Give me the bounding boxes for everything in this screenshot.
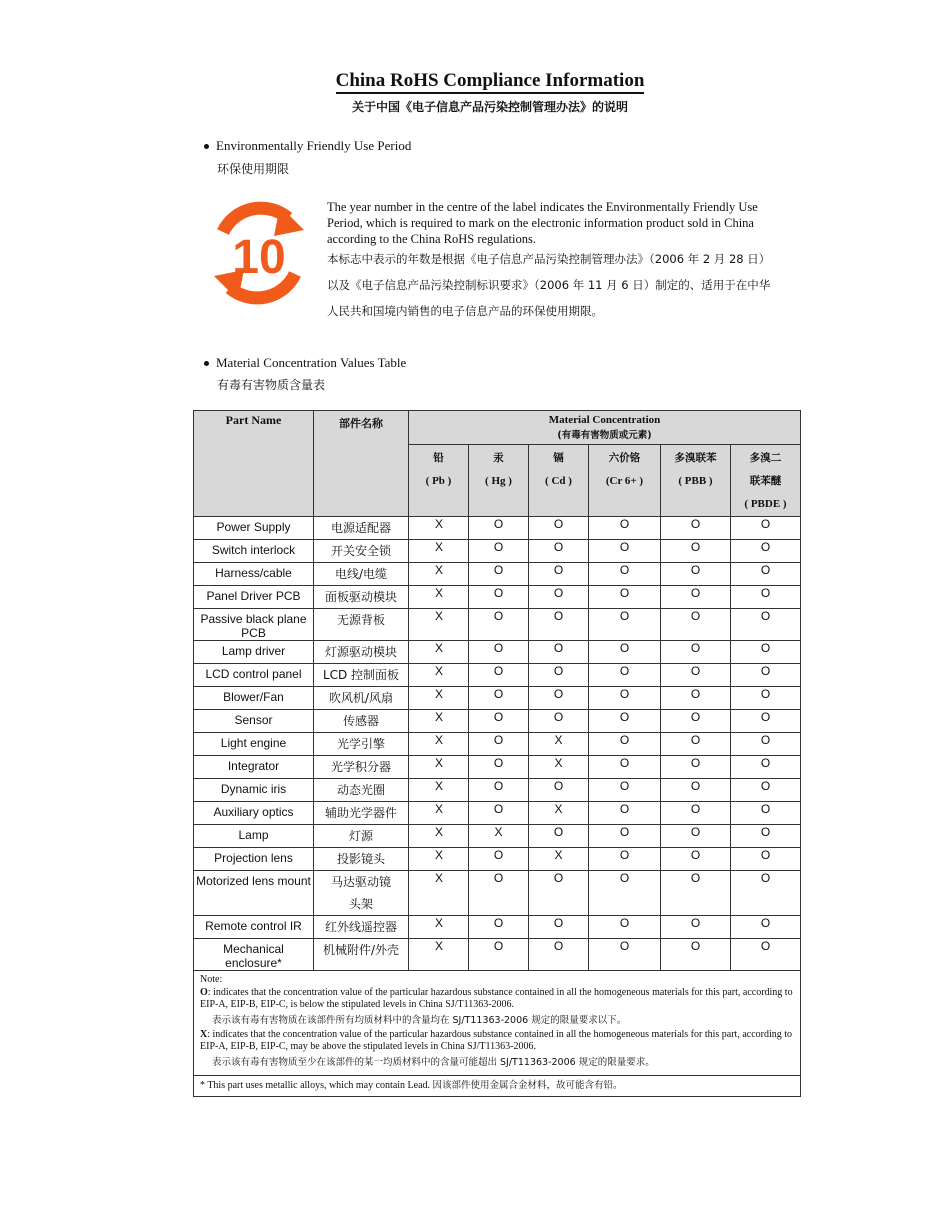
concentration-cell: O — [731, 710, 801, 733]
concentration-cell: O — [589, 848, 661, 871]
section-heading-materials-cn: 有毒有害物质含量表 — [217, 378, 326, 392]
concentration-cell: O — [731, 916, 801, 939]
part-name: LCD control panel — [194, 664, 314, 687]
concentration-cell: X — [409, 916, 469, 939]
part-name: Harness/cable — [194, 563, 314, 586]
concentration-cell: X — [409, 609, 469, 641]
concentration-cell: O — [529, 939, 589, 971]
concentration-cell: O — [529, 779, 589, 802]
concentration-cell: O — [469, 710, 529, 733]
table-row — [194, 756, 801, 779]
table-notes: Note: O: indicates that the concentration value of the particular hazardous substance contained in all the homogeneous materials for this part, according to EIP-A, EIP-B, EIP-C, is below the stipulated levels in China SJ/T11363-2006. 表示该有毒有害物质在该部件所有均质材料中的含量均在 SJ/T11363-2006 规定的限量要求以下。 X: indicates that the concentration value of the particular hazardous substance contained in all the homogeneous materials for this part, according to EIP-A, EIP-B, EIP-C, may be above the stipulated levels in China SJ/T11363-2006. 表示该有毒有害物质至少在该部件的某一均质材料中的含量可能超出 SJ/T11363-2006 规定的限量要求。 — [194, 971, 801, 1076]
concentration-cell: O — [589, 710, 661, 733]
concentration-cell: O — [731, 586, 801, 609]
part-name-cn: 机械附件/外壳 — [314, 939, 409, 971]
concentration-cell: O — [469, 756, 529, 779]
concentration-cell: O — [661, 825, 731, 848]
eup-description: The year number in the centre of the label indicates the Environmentally Friendly Use Period, which is required to mark on the electronic information product sold in China according to the China RoHS regulations. — [327, 200, 758, 246]
concentration-cell: O — [589, 779, 661, 802]
concentration-cell: X — [409, 540, 469, 563]
concentration-cell: X — [409, 641, 469, 664]
concentration-cell: O — [589, 687, 661, 710]
concentration-cell: O — [529, 563, 589, 586]
concentration-cell: O — [661, 756, 731, 779]
concentration-cell: O — [731, 848, 801, 871]
concentration-cell: X — [409, 687, 469, 710]
concentration-cell: O — [731, 609, 801, 641]
concentration-cell: O — [661, 664, 731, 687]
table-row — [194, 939, 801, 971]
part-name-cn: 开关安全锁 — [314, 540, 409, 563]
part-name: Remote control IR — [194, 916, 314, 939]
concentration-cell: O — [731, 687, 801, 710]
concentration-cell: O — [469, 848, 529, 871]
concentration-cell: X — [409, 710, 469, 733]
table-row — [194, 563, 801, 586]
concentration-cell: X — [409, 802, 469, 825]
concentration-cell: O — [589, 825, 661, 848]
part-name-cn: 吹风机/风扇 — [314, 687, 409, 710]
table-footnote: * This part uses metallic alloys, which may contain Lead. 因该部件使用金属合金材料，故可能含有铅。 — [194, 1075, 801, 1096]
eup-10-logo-icon — [202, 196, 316, 310]
part-name-cn: 辅助光学器件 — [314, 802, 409, 825]
concentration-cell: O — [731, 871, 801, 916]
part-name-cn: 电线/电缆 — [314, 563, 409, 586]
concentration-cell: O — [529, 710, 589, 733]
header-substance: 汞 ( Hg ) — [469, 445, 529, 517]
part-name-cn: 无源背板 — [314, 609, 409, 641]
table-row — [194, 848, 801, 871]
header-substance: 镉 ( Cd ) — [529, 445, 589, 517]
concentration-cell: O — [529, 825, 589, 848]
table-row — [194, 586, 801, 609]
concentration-cell: O — [529, 871, 589, 916]
page-title: China RoHS Compliance Information — [0, 70, 950, 92]
concentration-cell: O — [731, 802, 801, 825]
concentration-cell: O — [731, 939, 801, 971]
concentration-cell: O — [661, 733, 731, 756]
concentration-cell: O — [469, 939, 529, 971]
table-row — [194, 517, 801, 540]
concentration-cell: O — [731, 641, 801, 664]
concentration-cell: X — [409, 563, 469, 586]
table-row — [194, 540, 801, 563]
concentration-cell: O — [589, 517, 661, 540]
table-row — [194, 664, 801, 687]
concentration-cell: O — [529, 687, 589, 710]
concentration-cell: O — [469, 563, 529, 586]
part-name: Auxiliary optics — [194, 802, 314, 825]
concentration-cell: O — [469, 540, 529, 563]
concentration-cell: O — [661, 871, 731, 916]
concentration-cell: O — [661, 939, 731, 971]
concentration-cell: X — [409, 664, 469, 687]
part-name: Power Supply — [194, 517, 314, 540]
concentration-cell: O — [589, 641, 661, 664]
concentration-cell: O — [661, 641, 731, 664]
part-name-cn: 马达驱动镜头架 — [314, 871, 409, 916]
header-part-name: Part Name — [194, 411, 314, 517]
concentration-cell: O — [589, 609, 661, 641]
concentration-cell: O — [661, 848, 731, 871]
part-name-cn: 光学积分器 — [314, 756, 409, 779]
concentration-cell: O — [469, 609, 529, 641]
material-concentration-table — [193, 410, 801, 1097]
concentration-cell: O — [661, 687, 731, 710]
concentration-cell: O — [731, 733, 801, 756]
concentration-cell: X — [529, 733, 589, 756]
concentration-cell: X — [409, 517, 469, 540]
part-name-cn: 投影镜头 — [314, 848, 409, 871]
concentration-cell: O — [731, 517, 801, 540]
header-material-concentration: Material Concentration (有毒有害物质或元素) — [409, 411, 801, 445]
section-heading-materials: Material Concentration Values Table — [204, 355, 406, 371]
table-row — [194, 710, 801, 733]
concentration-cell: O — [589, 939, 661, 971]
concentration-cell: O — [469, 687, 529, 710]
concentration-cell: X — [409, 825, 469, 848]
concentration-cell: X — [409, 779, 469, 802]
concentration-cell: O — [589, 586, 661, 609]
table-row — [194, 733, 801, 756]
concentration-cell: O — [589, 756, 661, 779]
table-row — [194, 687, 801, 710]
part-name-cn: 光学引擎 — [314, 733, 409, 756]
header-substance: 铅 ( Pb ) — [409, 445, 469, 517]
concentration-cell: O — [469, 916, 529, 939]
part-name-cn: 红外线遥控器 — [314, 916, 409, 939]
concentration-cell: O — [661, 540, 731, 563]
concentration-cell: O — [661, 802, 731, 825]
part-name: Projection lens — [194, 848, 314, 871]
table-row — [194, 802, 801, 825]
concentration-cell: X — [409, 756, 469, 779]
concentration-cell: X — [469, 825, 529, 848]
header-substance: 多溴二联苯醚 ( PBDE ) — [731, 445, 801, 517]
concentration-cell: O — [589, 664, 661, 687]
part-name-cn: 灯源 — [314, 825, 409, 848]
concentration-cell: X — [409, 871, 469, 916]
concentration-cell: O — [661, 779, 731, 802]
part-name: Mechanical enclosure* — [194, 939, 314, 971]
concentration-cell: O — [731, 540, 801, 563]
part-name-cn: 传感器 — [314, 710, 409, 733]
page-subtitle: 关于中国《电子信息产品污染控制管理办法》的说明 — [351, 100, 628, 114]
concentration-cell: O — [529, 586, 589, 609]
eup-description-cn: 本标志中表示的年数是根据《电子信息产品污染控制管理办法》（2006 年 2 月 28 日）以及《电子信息产品污染控制标识要求》（2006 年 11 月 6 日）制定的、适用于在中华人民共和国境内销售的电子信息产品的环保使用期限。 — [327, 252, 771, 318]
concentration-cell: O — [731, 825, 801, 848]
concentration-cell: O — [529, 916, 589, 939]
table-row — [194, 641, 801, 664]
part-name: Passive black plane PCB — [194, 609, 314, 641]
section-heading-eup-cn: 环保使用期限 — [217, 162, 290, 176]
concentration-cell: O — [731, 664, 801, 687]
section-heading-eup: Environmentally Friendly Use Period — [204, 138, 411, 154]
concentration-cell: O — [469, 871, 529, 916]
part-name: Panel Driver PCB — [194, 586, 314, 609]
concentration-cell: O — [589, 871, 661, 916]
concentration-cell: O — [469, 641, 529, 664]
bullet-icon — [204, 361, 209, 366]
part-name: Blower/Fan — [194, 687, 314, 710]
concentration-cell: O — [661, 563, 731, 586]
part-name-cn: 面板驱动模块 — [314, 586, 409, 609]
concentration-cell: O — [529, 664, 589, 687]
concentration-cell: O — [589, 916, 661, 939]
part-name: Lamp driver — [194, 641, 314, 664]
concentration-cell: X — [529, 802, 589, 825]
concentration-cell: O — [661, 517, 731, 540]
table-row — [194, 779, 801, 802]
concentration-cell: O — [661, 609, 731, 641]
concentration-cell: O — [731, 563, 801, 586]
part-name: Dynamic iris — [194, 779, 314, 802]
table-row — [194, 916, 801, 939]
header-substance: 六价铬 (Cr 6+ ) — [589, 445, 661, 517]
part-name-cn: 电源适配器 — [314, 517, 409, 540]
concentration-cell: O — [589, 563, 661, 586]
concentration-cell: O — [589, 733, 661, 756]
concentration-cell: O — [731, 756, 801, 779]
header-part-name-cn: 部件名称 — [314, 411, 409, 517]
part-name-cn: 动态光圈 — [314, 779, 409, 802]
bullet-icon — [204, 144, 209, 149]
table-row — [194, 609, 801, 641]
concentration-cell: O — [469, 586, 529, 609]
concentration-cell: X — [529, 756, 589, 779]
concentration-cell: O — [589, 802, 661, 825]
concentration-cell: X — [529, 848, 589, 871]
eup-number: 10 — [232, 231, 286, 284]
concentration-cell: O — [529, 641, 589, 664]
concentration-cell: O — [529, 609, 589, 641]
concentration-cell: O — [529, 540, 589, 563]
concentration-cell: O — [469, 664, 529, 687]
concentration-cell: O — [589, 540, 661, 563]
concentration-cell: O — [731, 779, 801, 802]
concentration-cell: O — [661, 710, 731, 733]
concentration-cell: O — [661, 586, 731, 609]
concentration-cell: O — [469, 517, 529, 540]
part-name: Light engine — [194, 733, 314, 756]
part-name-cn: 灯源驱动模块 — [314, 641, 409, 664]
header-substance: 多溴联苯 ( PBB ) — [661, 445, 731, 517]
part-name: Sensor — [194, 710, 314, 733]
concentration-cell: X — [409, 733, 469, 756]
concentration-cell: X — [409, 586, 469, 609]
part-name: Lamp — [194, 825, 314, 848]
table-row — [194, 825, 801, 848]
concentration-cell: O — [469, 779, 529, 802]
part-name-cn: LCD 控制面板 — [314, 664, 409, 687]
concentration-cell: O — [469, 802, 529, 825]
concentration-cell: X — [409, 848, 469, 871]
concentration-cell: O — [529, 517, 589, 540]
part-name: Integrator — [194, 756, 314, 779]
table-row — [194, 871, 801, 916]
part-name: Switch interlock — [194, 540, 314, 563]
concentration-cell: O — [469, 733, 529, 756]
part-name: Motorized lens mount — [194, 871, 314, 916]
concentration-cell: X — [409, 939, 469, 971]
concentration-cell: O — [661, 916, 731, 939]
